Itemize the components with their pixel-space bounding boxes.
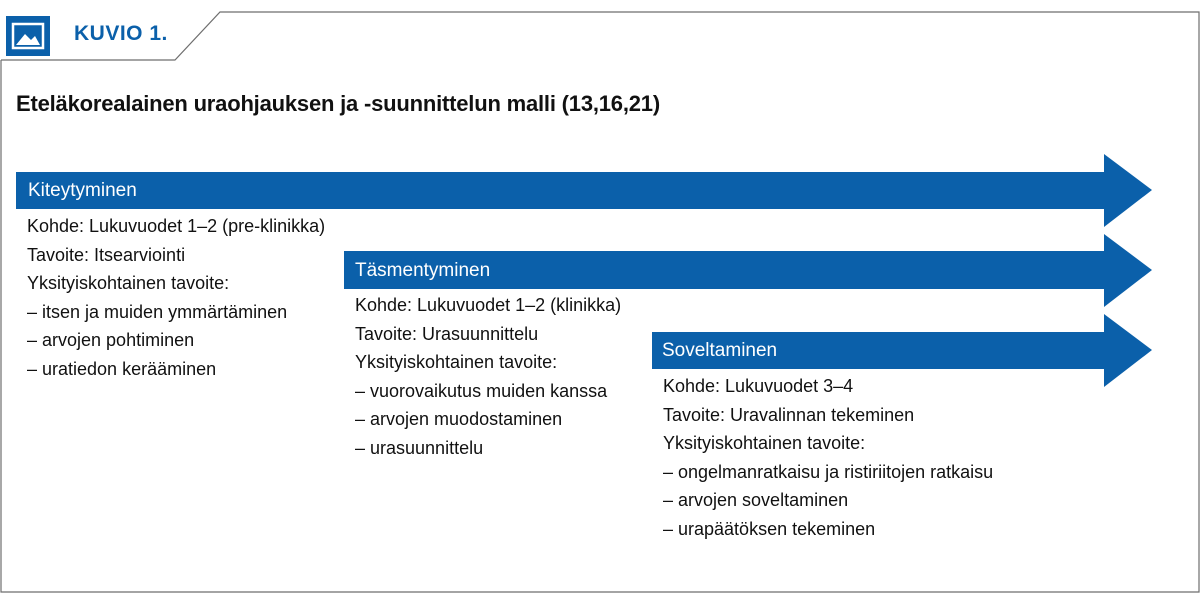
stage-line: Kohde: Lukuvuodet 1–2 (pre-klinikka) bbox=[27, 216, 326, 236]
stage-line: Yksityiskohtainen tavoite: bbox=[355, 352, 558, 372]
stage-line: – urasuunnittelu bbox=[355, 437, 484, 458]
stage-line: Tavoite: Itsearviointi bbox=[27, 244, 186, 265]
stage-line: Kohde: Lukuvuodet 1–2 (klinikka) bbox=[355, 295, 622, 315]
stage-line: Tavoite: Urasuunnittelu bbox=[355, 323, 539, 344]
stage-line: – arvojen soveltaminen bbox=[663, 490, 849, 510]
figure-label: KUVIO 1. bbox=[74, 22, 168, 45]
stage-line: Tavoite: Uravalinnan tekeminen bbox=[663, 404, 915, 425]
stage-line: Kohde: Lukuvuodet 3–4 bbox=[663, 376, 854, 396]
stage-line: – urapäätöksen tekeminen bbox=[663, 518, 876, 539]
stage-line: – arvojen pohtiminen bbox=[27, 330, 195, 350]
stage-line: – itsen ja muiden ymmärtäminen bbox=[27, 301, 288, 322]
stage-line: – vuorovaikutus muiden kanssa bbox=[355, 380, 608, 401]
stage-line: – uratiedon kerääminen bbox=[27, 358, 217, 379]
stage-details-kiteytyminen bbox=[27, 212, 325, 383]
stage-title-soveltaminen: Soveltaminen bbox=[662, 340, 778, 361]
stage-details-tasmentyminen bbox=[355, 291, 621, 462]
stage-line: – arvojen muodostaminen bbox=[355, 409, 563, 429]
stage-title-tasmentyminen: Täsmentyminen bbox=[355, 260, 491, 281]
stage-title-kiteytyminen: Kiteytyminen bbox=[28, 180, 137, 201]
stage-details-soveltaminen bbox=[663, 372, 993, 543]
stage-line: Yksityiskohtainen tavoite: bbox=[27, 273, 230, 293]
figure-title: Eteläkorealainen uraohjauksen ja -suunnittelun malli (13,16,21) bbox=[16, 91, 660, 116]
stage-line: Yksityiskohtainen tavoite: bbox=[663, 433, 866, 453]
stage-line: – ongelmanratkaisu ja ristiriitojen ratkaisu bbox=[663, 461, 994, 482]
